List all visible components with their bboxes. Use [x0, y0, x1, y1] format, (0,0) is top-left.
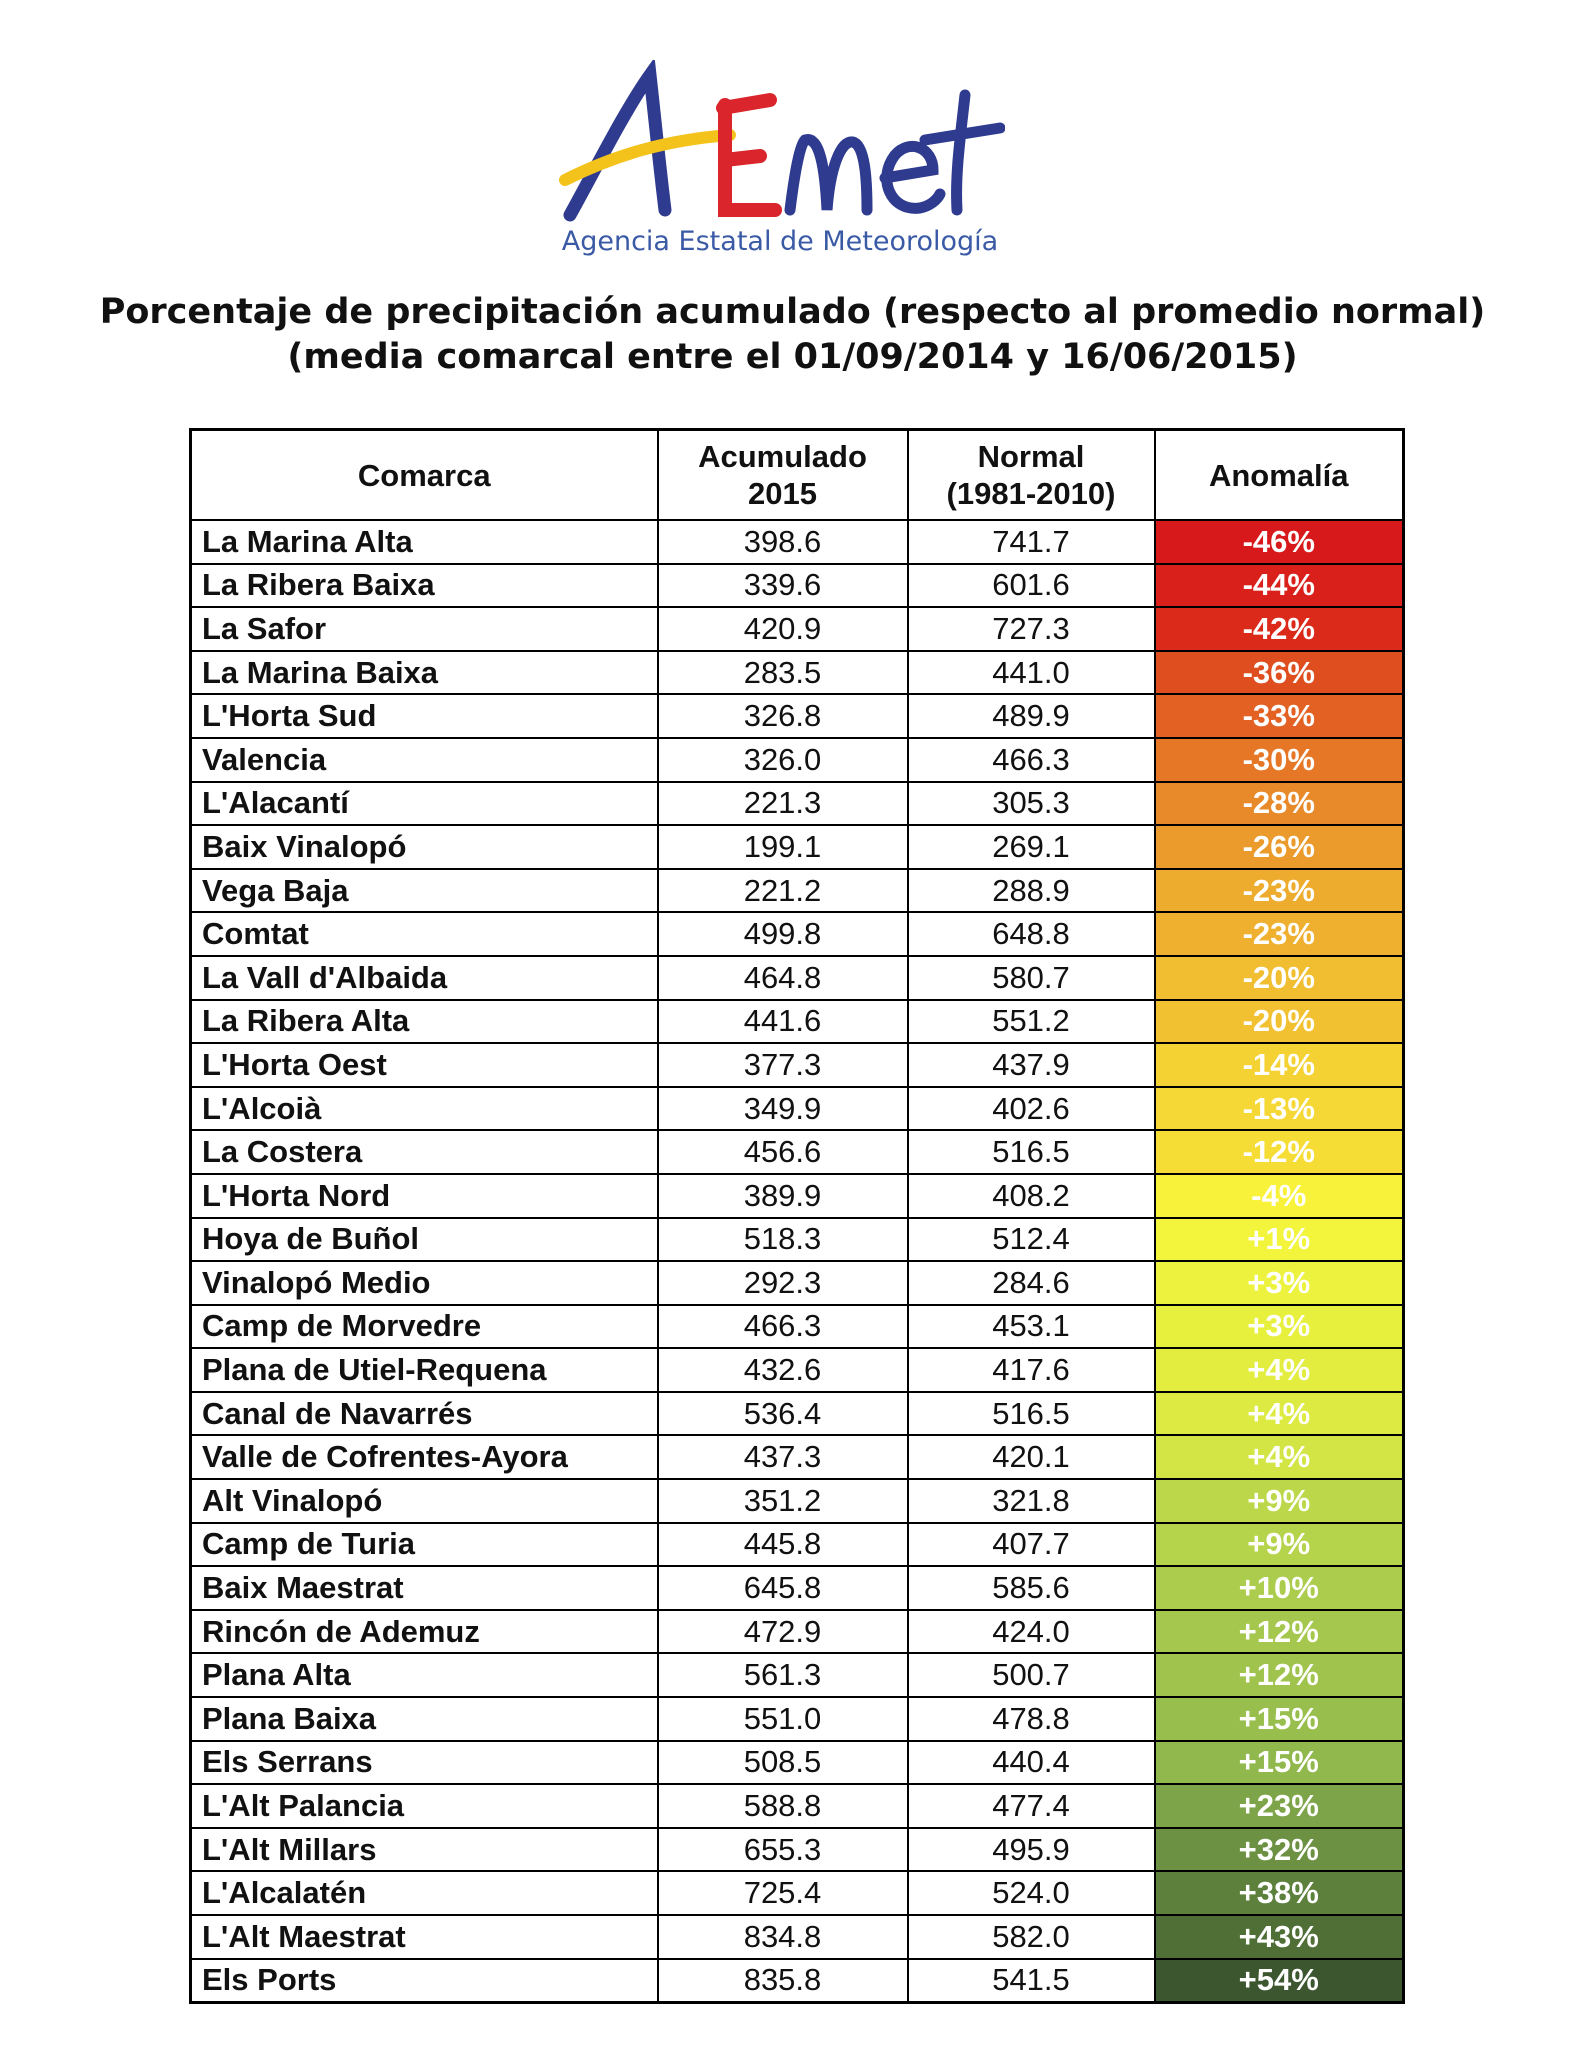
comarca-cell: L'Alt Maestrat	[191, 1915, 658, 1959]
acumulado-cell: 389.9	[658, 1174, 908, 1218]
comarca-cell: Els Ports	[191, 1959, 658, 2003]
table-row	[191, 1174, 1404, 1218]
comarca-cell: L'Alt Palancia	[191, 1784, 658, 1828]
acumulado-cell: 536.4	[658, 1392, 908, 1436]
comarca-cell: La Marina Alta	[191, 520, 658, 564]
table-body	[191, 520, 1404, 2003]
normal-cell: 580.7	[908, 956, 1155, 1000]
anomalia-cell: -23%	[1155, 912, 1404, 956]
comarca-cell: Camp de Turia	[191, 1523, 658, 1567]
table-row	[191, 1392, 1404, 1436]
table-row	[191, 956, 1404, 1000]
normal-cell: 512.4	[908, 1218, 1155, 1262]
page-subtitle: (media comarcal entre el 01/09/2014 y 16/06/2015)	[287, 337, 1298, 377]
anomalia-cell: +12%	[1155, 1610, 1404, 1654]
normal-cell: 648.8	[908, 912, 1155, 956]
anomalia-cell: +4%	[1155, 1392, 1404, 1436]
normal-cell: 417.6	[908, 1348, 1155, 1392]
anomalia-cell: +15%	[1155, 1697, 1404, 1741]
anomalia-cell: -4%	[1155, 1174, 1404, 1218]
acumulado-cell: 221.2	[658, 869, 908, 913]
normal-cell: 500.7	[908, 1653, 1155, 1697]
anomalia-cell: +9%	[1155, 1479, 1404, 1523]
comarca-cell: Rincón de Ademuz	[191, 1610, 658, 1654]
comarca-cell: Valle de Cofrentes-Ayora	[191, 1435, 658, 1479]
anomalia-cell: +3%	[1155, 1261, 1404, 1305]
acumulado-cell: 377.3	[658, 1043, 908, 1087]
table-row	[191, 869, 1404, 913]
comarca-cell: Baix Vinalopó	[191, 825, 658, 869]
anomalia-cell: +43%	[1155, 1915, 1404, 1959]
table-header-row	[191, 430, 1404, 521]
acumulado-cell: 472.9	[658, 1610, 908, 1654]
comarca-cell: Valencia	[191, 738, 658, 782]
table-row	[191, 1348, 1404, 1392]
acumulado-cell: 420.9	[658, 607, 908, 651]
acumulado-cell: 445.8	[658, 1523, 908, 1567]
acumulado-cell: 349.9	[658, 1087, 908, 1131]
acumulado-cell: 655.3	[658, 1828, 908, 1872]
acumulado-cell: 351.2	[658, 1479, 908, 1523]
normal-cell: 441.0	[908, 651, 1155, 695]
normal-cell: 478.8	[908, 1697, 1155, 1741]
header-acumulado	[658, 430, 908, 521]
anomalia-cell: -44%	[1155, 564, 1404, 608]
normal-cell: 420.1	[908, 1435, 1155, 1479]
anomalia-cell: -23%	[1155, 869, 1404, 913]
acumulado-cell: 518.3	[658, 1218, 908, 1262]
normal-cell: 284.6	[908, 1261, 1155, 1305]
comarca-cell: L'Horta Nord	[191, 1174, 658, 1218]
anomalia-cell: +15%	[1155, 1741, 1404, 1785]
table-row	[191, 738, 1404, 782]
comarca-cell: Plana Alta	[191, 1653, 658, 1697]
comarca-cell: Plana de Utiel-Requena	[191, 1348, 658, 1392]
table-row	[191, 1871, 1404, 1915]
table-row	[191, 782, 1404, 826]
comarca-cell: L'Horta Sud	[191, 694, 658, 738]
acumulado-cell: 339.6	[658, 564, 908, 608]
anomalia-cell: -46%	[1155, 520, 1404, 564]
acumulado-cell: 499.8	[658, 912, 908, 956]
comarca-cell: L'Horta Oest	[191, 1043, 658, 1087]
anomalia-cell: +38%	[1155, 1871, 1404, 1915]
comarca-cell: La Ribera Alta	[191, 1000, 658, 1044]
comarca-cell: Canal de Navarrés	[191, 1392, 658, 1436]
acumulado-cell: 398.6	[658, 520, 908, 564]
table-row	[191, 1043, 1404, 1087]
normal-cell: 727.3	[908, 607, 1155, 651]
anomalia-cell: +3%	[1155, 1305, 1404, 1349]
table-row	[191, 1435, 1404, 1479]
normal-cell: 516.5	[908, 1392, 1155, 1436]
normal-cell: 321.8	[908, 1479, 1155, 1523]
anomalia-cell: -28%	[1155, 782, 1404, 826]
comarca-cell: L'Alcalatén	[191, 1871, 658, 1915]
acumulado-cell: 437.3	[658, 1435, 908, 1479]
table-row	[191, 1087, 1404, 1131]
acumulado-cell: 326.0	[658, 738, 908, 782]
anomalia-cell: -26%	[1155, 825, 1404, 869]
anomalia-cell: -20%	[1155, 1000, 1404, 1044]
normal-cell: 516.5	[908, 1130, 1155, 1174]
acumulado-cell: 508.5	[658, 1741, 908, 1785]
acumulado-cell: 588.8	[658, 1784, 908, 1828]
normal-cell: 288.9	[908, 869, 1155, 913]
anomalia-cell: +12%	[1155, 1653, 1404, 1697]
table-row	[191, 1000, 1404, 1044]
anomalia-cell: -42%	[1155, 607, 1404, 651]
normal-cell: 402.6	[908, 1087, 1155, 1131]
normal-cell: 741.7	[908, 520, 1155, 564]
comarca-cell: Baix Maestrat	[191, 1566, 658, 1610]
anomalia-cell: +23%	[1155, 1784, 1404, 1828]
table-row	[191, 607, 1404, 651]
table-row	[191, 825, 1404, 869]
comarca-cell: La Ribera Baixa	[191, 564, 658, 608]
header-acumulado-label: Acumulado	[698, 439, 867, 474]
table-row	[191, 651, 1404, 695]
table-row	[191, 1130, 1404, 1174]
acumulado-cell: 835.8	[658, 1959, 908, 2003]
normal-cell: 477.4	[908, 1784, 1155, 1828]
normal-cell: 453.1	[908, 1305, 1155, 1349]
normal-cell: 541.5	[908, 1959, 1155, 2003]
acumulado-cell: 464.8	[658, 956, 908, 1000]
page-title: Porcentaje de precipitación acumulado (respecto al promedio normal)	[99, 292, 1486, 332]
normal-cell: 582.0	[908, 1915, 1155, 1959]
acumulado-cell: 456.6	[658, 1130, 908, 1174]
anomalia-cell: -33%	[1155, 694, 1404, 738]
table-row	[191, 1523, 1404, 1567]
table-row	[191, 1959, 1404, 2003]
table-row	[191, 1653, 1404, 1697]
normal-cell: 408.2	[908, 1174, 1155, 1218]
comarca-cell: L'Alt Millars	[191, 1828, 658, 1872]
comarca-cell: Camp de Morvedre	[191, 1305, 658, 1349]
table-row	[191, 1566, 1404, 1610]
anomalia-cell: -20%	[1155, 956, 1404, 1000]
comarca-cell: Hoya de Buñol	[191, 1218, 658, 1262]
comarca-cell: La Vall d'Albaida	[191, 956, 658, 1000]
table-row	[191, 1828, 1404, 1872]
table-row	[191, 694, 1404, 738]
acumulado-cell: 725.4	[658, 1871, 908, 1915]
acumulado-cell: 292.3	[658, 1261, 908, 1305]
acumulado-cell: 432.6	[658, 1348, 908, 1392]
table-row	[191, 1697, 1404, 1741]
table-row	[191, 1610, 1404, 1654]
normal-cell: 269.1	[908, 825, 1155, 869]
aemet-wordmark-icon	[555, 60, 1005, 230]
anomalia-cell: +4%	[1155, 1435, 1404, 1479]
header-anomalia: Anomalía	[1155, 430, 1404, 521]
header-normal	[908, 430, 1155, 521]
comarca-cell: Plana Baixa	[191, 1697, 658, 1741]
acumulado-cell: 834.8	[658, 1915, 908, 1959]
anomalia-cell: +1%	[1155, 1218, 1404, 1262]
header-acumulado-year: 2015	[748, 476, 817, 511]
table-row	[191, 912, 1404, 956]
header-normal-period: (1981-2010)	[946, 476, 1116, 511]
anomalia-cell: -13%	[1155, 1087, 1404, 1131]
normal-cell: 524.0	[908, 1871, 1155, 1915]
acumulado-cell: 645.8	[658, 1566, 908, 1610]
anomalia-cell: +54%	[1155, 1959, 1404, 2003]
acumulado-cell: 466.3	[658, 1305, 908, 1349]
comarca-cell: Comtat	[191, 912, 658, 956]
normal-cell: 407.7	[908, 1523, 1155, 1567]
comarca-cell: La Safor	[191, 607, 658, 651]
acumulado-cell: 551.0	[658, 1697, 908, 1741]
anomalia-cell: +4%	[1155, 1348, 1404, 1392]
table-row	[191, 1261, 1404, 1305]
precipitation-table	[189, 428, 1402, 2004]
acumulado-cell: 221.3	[658, 782, 908, 826]
comarca-cell: La Marina Baixa	[191, 651, 658, 695]
table-row	[191, 1305, 1404, 1349]
comarca-cell: Els Serrans	[191, 1741, 658, 1785]
normal-cell: 601.6	[908, 564, 1155, 608]
table-row	[191, 564, 1404, 608]
header-normal-label: Normal	[977, 439, 1085, 474]
anomalia-cell: -14%	[1155, 1043, 1404, 1087]
normal-cell: 585.6	[908, 1566, 1155, 1610]
acumulado-cell: 199.1	[658, 825, 908, 869]
header-comarca: Comarca	[191, 430, 658, 521]
anomalia-cell: +9%	[1155, 1523, 1404, 1567]
table-row	[191, 1741, 1404, 1785]
anomalia-cell: -30%	[1155, 738, 1404, 782]
comarca-cell: L'Alcoià	[191, 1087, 658, 1131]
logo-tagline: Agencia Estatal de Meteorología	[561, 226, 999, 257]
normal-cell: 466.3	[908, 738, 1155, 782]
table-row	[191, 1479, 1404, 1523]
normal-cell: 489.9	[908, 694, 1155, 738]
normal-cell: 424.0	[908, 1610, 1155, 1654]
table-row	[191, 1784, 1404, 1828]
acumulado-cell: 283.5	[658, 651, 908, 695]
anomalia-cell: -36%	[1155, 651, 1404, 695]
comarca-cell: L'Alacantí	[191, 782, 658, 826]
anomalia-cell: +32%	[1155, 1828, 1404, 1872]
comarca-cell: Vega Baja	[191, 869, 658, 913]
normal-cell: 440.4	[908, 1741, 1155, 1785]
comarca-cell: La Costera	[191, 1130, 658, 1174]
acumulado-cell: 561.3	[658, 1653, 908, 1697]
acumulado-cell: 326.8	[658, 694, 908, 738]
normal-cell: 495.9	[908, 1828, 1155, 1872]
table-row	[191, 1218, 1404, 1262]
acumulado-cell: 441.6	[658, 1000, 908, 1044]
comarca-cell: Vinalopó Medio	[191, 1261, 658, 1305]
normal-cell: 305.3	[908, 782, 1155, 826]
normal-cell: 437.9	[908, 1043, 1155, 1087]
comarca-cell: Alt Vinalopó	[191, 1479, 658, 1523]
table-row	[191, 1915, 1404, 1959]
anomalia-cell: -12%	[1155, 1130, 1404, 1174]
anomalia-cell: +10%	[1155, 1566, 1404, 1610]
table-row	[191, 520, 1404, 564]
normal-cell: 551.2	[908, 1000, 1155, 1044]
